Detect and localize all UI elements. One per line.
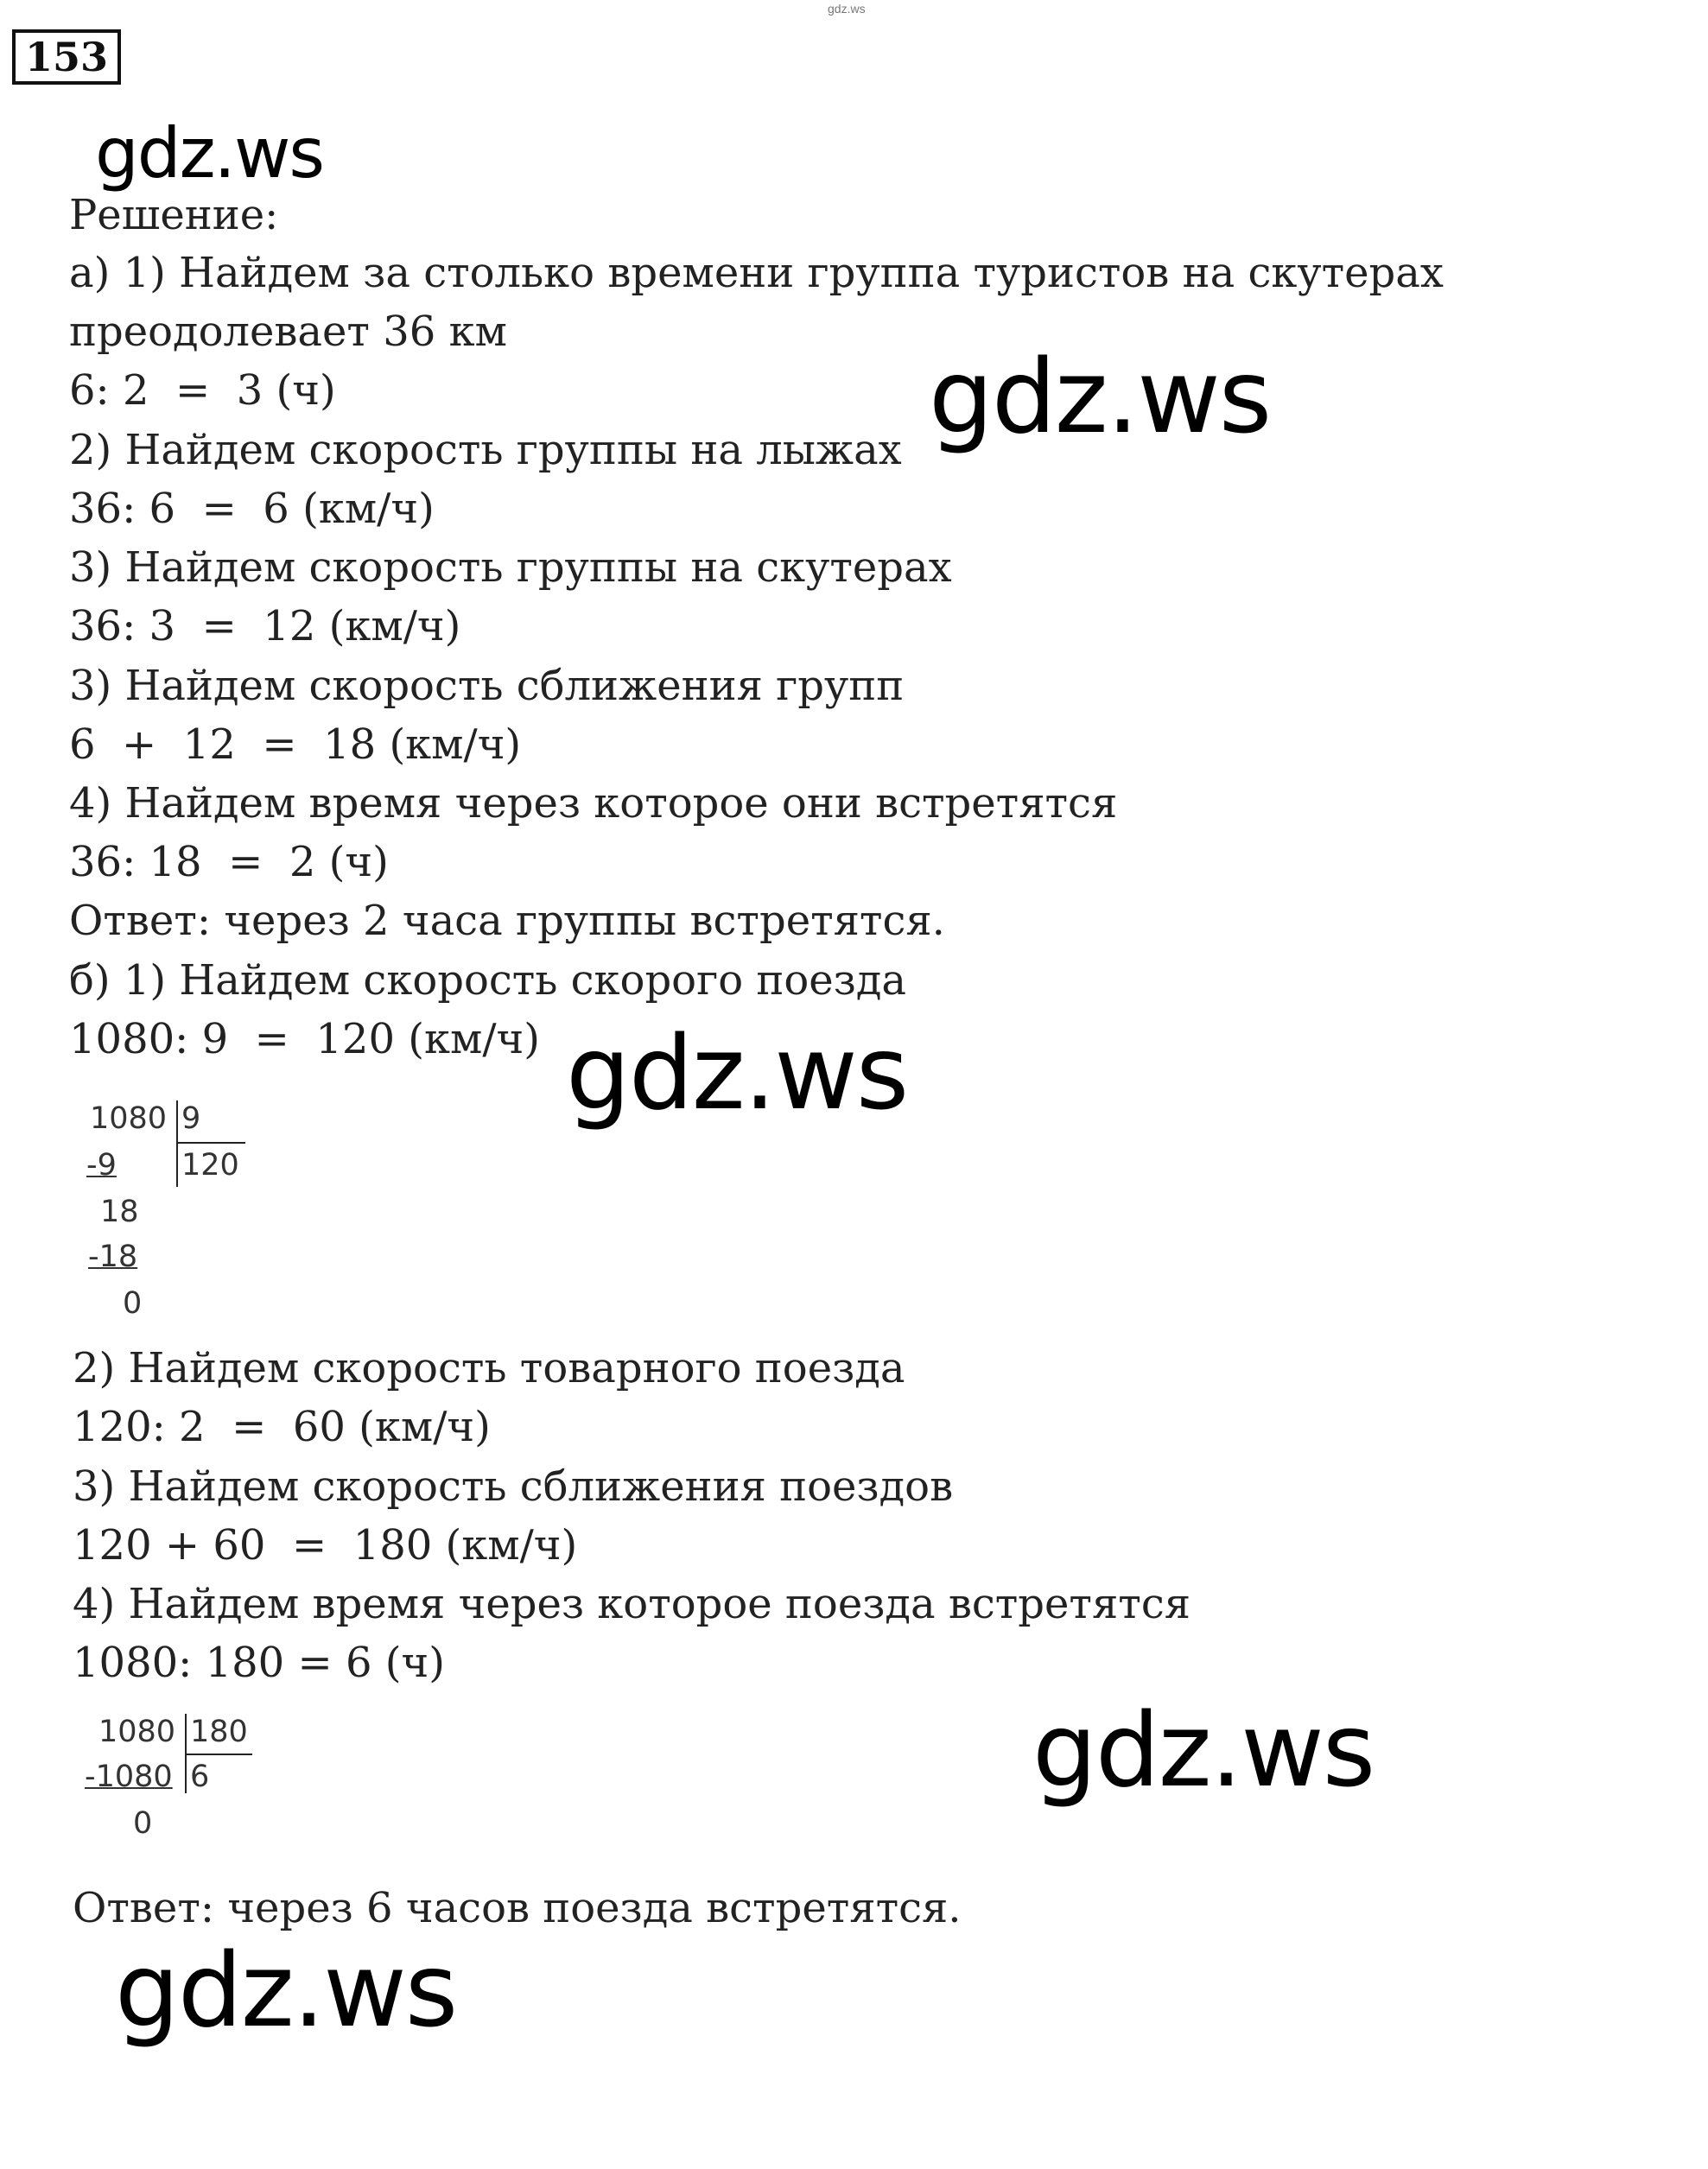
solution-line: 6 + 12 = 18 (км/ч): [69, 720, 522, 769]
division-step: -9: [86, 1148, 117, 1183]
solution-line: 4) Найдем время через которое они встретятся: [69, 779, 1118, 828]
division-divisor: 180: [190, 1715, 248, 1749]
division-step: 0: [133, 1806, 153, 1841]
long-division-1: [86, 1097, 259, 1322]
division-step: 0: [123, 1286, 143, 1321]
divisor-line: [185, 1754, 252, 1755]
solution-line: 3) Найдем скорость группы на скутерах: [69, 543, 952, 592]
watermark: gdz.ws: [95, 113, 324, 193]
watermark: gdz.ws: [1032, 1690, 1375, 1810]
solution-line: 1080: 180 = 6 (ч): [73, 1639, 445, 1687]
watermark: gdz.ws: [929, 337, 1271, 456]
task-number: 153: [12, 29, 121, 85]
division-bar: [176, 1100, 178, 1187]
division-quotient: 6: [190, 1760, 210, 1794]
division-dividend: 1080: [90, 1101, 168, 1136]
division-dividend: 1080: [98, 1715, 176, 1749]
solution-line: 4) Найдем время через которое поезда встретятся: [73, 1580, 1191, 1628]
solution-title: Решение:: [69, 191, 279, 239]
solution-line: 2) Найдем скорость товарного поезда: [73, 1344, 905, 1392]
solution-line: 120 + 60 = 180 (км/ч): [73, 1521, 578, 1570]
solution-line: 36: 18 = 2 (ч): [69, 838, 389, 886]
answer-a: Ответ: через 2 часа группы встретятся.: [69, 897, 945, 945]
solution-line: б) 1) Найдем скорость скорого поезда: [69, 956, 907, 1005]
division-step: -18: [88, 1240, 138, 1274]
division-step: 18: [100, 1195, 139, 1229]
solution-line: а) 1) Найдем за столько времени группа туристов на скутерах: [69, 249, 1444, 297]
divisor-line: [176, 1142, 245, 1144]
solution-line: 36: 3 = 12 (км/ч): [69, 602, 461, 650]
solution-line: 120: 2 = 60 (км/ч): [73, 1403, 491, 1451]
answer-b: Ответ: через 6 часов поезда встретятся.: [73, 1884, 962, 1932]
division-step: -1080: [85, 1760, 173, 1794]
watermark: gdz.ws: [115, 1931, 457, 2050]
solution-line: 36: 6 = 6 (км/ч): [69, 485, 435, 533]
long-division-2: [85, 1712, 292, 1842]
solution-line: 1080: 9 = 120 (км/ч): [69, 1015, 540, 1063]
watermark: gdz.ws: [566, 1013, 908, 1132]
division-quotient: 120: [181, 1148, 239, 1183]
solution-line: 2) Найдем скорость группы на лыжах: [69, 426, 902, 474]
solution-line: 3) Найдем скорость сближения поездов: [73, 1462, 954, 1511]
solution-line: 3) Найдем скорость сближения групп: [69, 662, 905, 710]
solution-line: 6: 2 = 3 (ч): [69, 366, 336, 415]
division-divisor: 9: [181, 1101, 201, 1136]
site-mark: gdz.ws: [828, 2, 866, 16]
solution-line: преодолевает 36 км: [69, 308, 507, 356]
